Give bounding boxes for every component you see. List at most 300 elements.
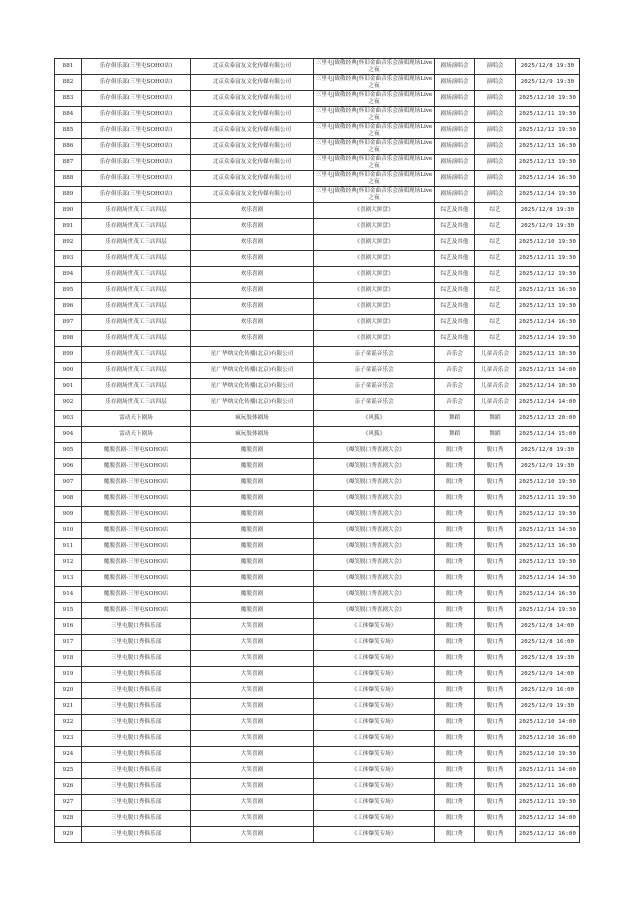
row-number: 904 (55, 427, 82, 443)
performance-subtype-cell: 演唱会 (475, 123, 516, 139)
show-name-cell: 《工体爆笑专场》 (314, 827, 435, 843)
venue-cell: 三里屯脱口秀俱乐部 (82, 699, 191, 715)
table-row (55, 827, 580, 843)
performance-subtype-cell: 演唱会 (475, 75, 516, 91)
show-name-cell: 亲子童谣音乐会 (314, 395, 435, 411)
table-row (55, 363, 580, 379)
venue-cell: 乐存俱乐部(三里屯SOHO店) (82, 155, 191, 171)
show-time-cell: 2025/12/8 19:30 (516, 651, 580, 667)
row-number: 900 (55, 363, 82, 379)
table-row (55, 123, 580, 139)
table-body (55, 59, 580, 843)
table-row (55, 603, 580, 619)
venue-cell: 魔脱喜剧-三里屯SOHO店 (82, 571, 191, 587)
show-name-cell: 三里屯|致敬经典|怀旧金曲音乐会演唱现场Live之夜 (314, 107, 435, 123)
venue-cell: 三里屯脱口秀俱乐部 (82, 811, 191, 827)
venue-cell: 乐存剧场世茂工三店四层 (82, 251, 191, 267)
performance-subtype-cell: 演唱会 (475, 155, 516, 171)
performance-type-cell: 脱口秀 (435, 795, 475, 811)
show-name-cell: 《喜剧大拼盘》 (314, 283, 435, 299)
organizer-cell: 疯玩肢体剧场 (191, 411, 314, 427)
show-time-cell: 2025/12/12 19:30 (516, 507, 580, 523)
performance-type-cell: 剧场演唱会 (435, 75, 475, 91)
table-row (55, 219, 580, 235)
performance-subtype-cell: 脱口秀 (475, 571, 516, 587)
show-name-cell: 《工体爆笑专场》 (314, 619, 435, 635)
performance-subtype-cell: 综艺 (475, 315, 516, 331)
organizer-cell: 欢乐喜剧 (191, 203, 314, 219)
organizer-cell: 北京众泰富友文化传媒有限公司 (191, 107, 314, 123)
row-number: 888 (55, 171, 82, 187)
performance-subtype-cell: 演唱会 (475, 171, 516, 187)
venue-cell: 三里屯脱口秀俱乐部 (82, 683, 191, 699)
table-row (55, 507, 580, 523)
performance-type-cell: 脱口秀 (435, 619, 475, 635)
table-row (55, 651, 580, 667)
performance-type-cell: 脱口秀 (435, 475, 475, 491)
performance-type-cell: 剧场演唱会 (435, 107, 475, 123)
organizer-cell: 北京众泰富友文化传媒有限公司 (191, 139, 314, 155)
row-number: 910 (55, 523, 82, 539)
venue-cell: 乐存剧场世茂工三店四层 (82, 315, 191, 331)
performance-type-cell: 综艺及其他 (435, 251, 475, 267)
venue-cell: 魔脱喜剧-三里屯SOHO店 (82, 507, 191, 523)
performance-subtype-cell: 演唱会 (475, 139, 516, 155)
organizer-cell: 大笑喜剧 (191, 779, 314, 795)
table-row (55, 571, 580, 587)
table-row (55, 267, 580, 283)
venue-cell: 三里屯脱口秀俱乐部 (82, 763, 191, 779)
show-name-cell: 《工体爆笑专场》 (314, 715, 435, 731)
show-time-cell: 2025/12/13 14:00 (516, 363, 580, 379)
row-number: 916 (55, 619, 82, 635)
show-name-cell: 《喜剧大拼盘》 (314, 331, 435, 347)
organizer-cell: 欢乐喜剧 (191, 267, 314, 283)
venue-cell: 魔脱喜剧-三里屯SOHO店 (82, 587, 191, 603)
performance-subtype-cell: 舞蹈 (475, 427, 516, 443)
table-row (55, 235, 580, 251)
venue-cell: 雷动天下剧场 (82, 427, 191, 443)
performance-subtype-cell: 综艺 (475, 235, 516, 251)
performance-type-cell: 脱口秀 (435, 507, 475, 523)
table-row (55, 731, 580, 747)
table-row (55, 475, 580, 491)
organizer-cell: 大笑喜剧 (191, 747, 314, 763)
performance-subtype-cell: 脱口秀 (475, 587, 516, 603)
organizer-cell: 大笑喜剧 (191, 731, 314, 747)
show-name-cell: 《工体爆笑专场》 (314, 651, 435, 667)
show-name-cell: 《爆笑脱口秀喜剧大会》 (314, 523, 435, 539)
show-name-cell: 三里屯|致敬经典|怀旧金曲音乐会演唱现场Live之夜 (314, 187, 435, 203)
performance-type-cell: 脱口秀 (435, 539, 475, 555)
show-time-cell: 2025/12/13 19:30 (516, 555, 580, 571)
venue-cell: 乐存俱乐部(三里屯SOHO店) (82, 107, 191, 123)
table-row (55, 251, 580, 267)
organizer-cell: 魔脱喜剧 (191, 491, 314, 507)
show-time-cell: 2025/12/14 16:30 (516, 587, 580, 603)
show-name-cell: 《爆笑脱口秀喜剧大会》 (314, 507, 435, 523)
show-name-cell: 《工体爆笑专场》 (314, 699, 435, 715)
performance-subtype-cell: 演唱会 (475, 187, 516, 203)
show-name-cell: 《爆笑脱口秀喜剧大会》 (314, 443, 435, 459)
venue-cell: 乐存剧场世茂工三店四层 (82, 331, 191, 347)
row-number: 917 (55, 635, 82, 651)
performance-subtype-cell: 演唱会 (475, 91, 516, 107)
organizer-cell: 星广华纳文化传播(北京)有限公司 (191, 347, 314, 363)
show-time-cell: 2025/12/9 16:00 (516, 683, 580, 699)
performance-type-cell: 综艺及其他 (435, 203, 475, 219)
venue-cell: 魔脱喜剧-三里屯SOHO店 (82, 459, 191, 475)
performance-type-cell: 脱口秀 (435, 747, 475, 763)
show-time-cell: 2025/12/10 19:30 (516, 235, 580, 251)
performance-subtype-cell: 脱口秀 (475, 747, 516, 763)
row-number: 896 (55, 299, 82, 315)
performance-type-cell: 音乐会 (435, 395, 475, 411)
show-time-cell: 2025/12/11 16:00 (516, 779, 580, 795)
row-number: 928 (55, 811, 82, 827)
organizer-cell: 北京众泰富友文化传媒有限公司 (191, 59, 314, 75)
performance-subtype-cell: 脱口秀 (475, 683, 516, 699)
table-row (55, 683, 580, 699)
row-number: 899 (55, 347, 82, 363)
performance-type-cell: 脱口秀 (435, 635, 475, 651)
performance-schedule-table (54, 58, 580, 843)
show-name-cell: 《喜剧大拼盘》 (314, 315, 435, 331)
table-row (55, 635, 580, 651)
show-name-cell: 《工体爆笑专场》 (314, 667, 435, 683)
show-time-cell: 2025/12/12 16:00 (516, 827, 580, 843)
performance-subtype-cell: 脱口秀 (475, 475, 516, 491)
venue-cell: 乐存俱乐部(三里屯SOHO店) (82, 59, 191, 75)
organizer-cell: 大笑喜剧 (191, 683, 314, 699)
show-time-cell: 2025/12/8 14:00 (516, 619, 580, 635)
show-time-cell: 2025/12/13 19:30 (516, 299, 580, 315)
performance-type-cell: 综艺及其他 (435, 267, 475, 283)
row-number: 921 (55, 699, 82, 715)
table-row (55, 539, 580, 555)
venue-cell: 魔脱喜剧-三里屯SOHO店 (82, 523, 191, 539)
performance-type-cell: 脱口秀 (435, 731, 475, 747)
table-row (55, 491, 580, 507)
performance-subtype-cell: 脱口秀 (475, 811, 516, 827)
row-number: 913 (55, 571, 82, 587)
organizer-cell: 欢乐喜剧 (191, 251, 314, 267)
row-number: 889 (55, 187, 82, 203)
performance-type-cell: 脱口秀 (435, 603, 475, 619)
row-number: 924 (55, 747, 82, 763)
venue-cell: 三里屯脱口秀俱乐部 (82, 779, 191, 795)
show-name-cell: 三里屯|致敬经典|怀旧金曲音乐会演唱现场Live之夜 (314, 155, 435, 171)
show-time-cell: 2025/12/11 19:30 (516, 251, 580, 267)
organizer-cell: 大笑喜剧 (191, 667, 314, 683)
show-name-cell: 《工体爆笑专场》 (314, 747, 435, 763)
organizer-cell: 欢乐喜剧 (191, 283, 314, 299)
row-number: 897 (55, 315, 82, 331)
venue-cell: 乐存剧场世茂工三店四层 (82, 219, 191, 235)
table-row (55, 555, 580, 571)
show-name-cell: 亲子童谣音乐会 (314, 379, 435, 395)
show-time-cell: 2025/12/11 19:30 (516, 491, 580, 507)
performance-subtype-cell: 综艺 (475, 299, 516, 315)
performance-type-cell: 综艺及其他 (435, 331, 475, 347)
performance-subtype-cell: 舞蹈 (475, 411, 516, 427)
show-time-cell: 2025/12/9 14:00 (516, 667, 580, 683)
performance-subtype-cell: 脱口秀 (475, 667, 516, 683)
table-row (55, 139, 580, 155)
organizer-cell: 欢乐喜剧 (191, 219, 314, 235)
venue-cell: 三里屯脱口秀俱乐部 (82, 635, 191, 651)
row-number: 885 (55, 123, 82, 139)
table-row (55, 411, 580, 427)
organizer-cell: 欢乐喜剧 (191, 235, 314, 251)
performance-subtype-cell: 综艺 (475, 283, 516, 299)
performance-type-cell: 综艺及其他 (435, 315, 475, 331)
venue-cell: 乐存剧场世茂工三店四层 (82, 203, 191, 219)
performance-type-cell: 脱口秀 (435, 443, 475, 459)
show-time-cell: 2025/12/14 19:30 (516, 603, 580, 619)
performance-subtype-cell: 脱口秀 (475, 795, 516, 811)
performance-type-cell: 脱口秀 (435, 651, 475, 667)
row-number: 929 (55, 827, 82, 843)
show-name-cell: 《工体爆笑专场》 (314, 795, 435, 811)
venue-cell: 三里屯脱口秀俱乐部 (82, 731, 191, 747)
show-name-cell: 《爆笑脱口秀喜剧大会》 (314, 539, 435, 555)
show-name-cell: 《风狐》 (314, 411, 435, 427)
organizer-cell: 大笑喜剧 (191, 715, 314, 731)
table-row (55, 91, 580, 107)
show-name-cell: 《工体爆笑专场》 (314, 635, 435, 651)
row-number: 892 (55, 235, 82, 251)
table-row (55, 523, 580, 539)
table-row (55, 811, 580, 827)
show-name-cell: 《爆笑脱口秀喜剧大会》 (314, 571, 435, 587)
venue-cell: 乐存剧场世茂工三店四层 (82, 363, 191, 379)
show-time-cell: 2025/12/13 10:30 (516, 347, 580, 363)
show-name-cell: 《工体爆笑专场》 (314, 763, 435, 779)
organizer-cell: 星广华纳文化传播(北京)有限公司 (191, 379, 314, 395)
show-time-cell: 2025/12/14 14:00 (516, 395, 580, 411)
performance-subtype-cell: 儿童音乐会 (475, 347, 516, 363)
performance-subtype-cell: 儿童音乐会 (475, 379, 516, 395)
performance-subtype-cell: 综艺 (475, 331, 516, 347)
performance-subtype-cell: 脱口秀 (475, 715, 516, 731)
performance-subtype-cell: 脱口秀 (475, 699, 516, 715)
performance-subtype-cell: 脱口秀 (475, 779, 516, 795)
show-time-cell: 2025/12/12 14:00 (516, 811, 580, 827)
performance-type-cell: 脱口秀 (435, 587, 475, 603)
show-time-cell: 2025/12/8 16:00 (516, 635, 580, 651)
show-time-cell: 2025/12/11 14:00 (516, 763, 580, 779)
show-time-cell: 2025/12/8 19:30 (516, 203, 580, 219)
venue-cell: 三里屯脱口秀俱乐部 (82, 651, 191, 667)
show-time-cell: 2025/12/12 19:30 (516, 267, 580, 283)
venue-cell: 乐存剧场世茂工三店四层 (82, 267, 191, 283)
table-row (55, 619, 580, 635)
table-row (55, 699, 580, 715)
table-row (55, 187, 580, 203)
table-row (55, 587, 580, 603)
show-time-cell: 2025/12/14 16:30 (516, 171, 580, 187)
performance-type-cell: 脱口秀 (435, 811, 475, 827)
organizer-cell: 魔脱喜剧 (191, 443, 314, 459)
performance-subtype-cell: 脱口秀 (475, 459, 516, 475)
table-row (55, 667, 580, 683)
row-number: 923 (55, 731, 82, 747)
performance-subtype-cell: 儿童音乐会 (475, 395, 516, 411)
show-name-cell: 三里屯|致敬经典|怀旧金曲音乐会演唱现场Live之夜 (314, 59, 435, 75)
venue-cell: 乐存剧场世茂工三店四层 (82, 347, 191, 363)
show-time-cell: 2025/12/9 19:30 (516, 219, 580, 235)
row-number: 886 (55, 139, 82, 155)
show-time-cell: 2025/12/11 19:30 (516, 107, 580, 123)
performance-type-cell: 脱口秀 (435, 491, 475, 507)
show-name-cell: 《工体爆笑专场》 (314, 731, 435, 747)
show-name-cell: 三里屯|致敬经典|怀旧金曲音乐会演唱现场Live之夜 (314, 91, 435, 107)
show-time-cell: 2025/12/14 10:30 (516, 379, 580, 395)
organizer-cell: 魔脱喜剧 (191, 507, 314, 523)
table-row (55, 379, 580, 395)
row-number: 908 (55, 491, 82, 507)
show-time-cell: 2025/12/10 19:30 (516, 475, 580, 491)
show-time-cell: 2025/12/10 16:00 (516, 731, 580, 747)
table-row (55, 715, 580, 731)
show-name-cell: 《工体爆笑专场》 (314, 811, 435, 827)
show-name-cell: 《喜剧大拼盘》 (314, 235, 435, 251)
show-time-cell: 2025/12/13 19:30 (516, 155, 580, 171)
organizer-cell: 魔脱喜剧 (191, 539, 314, 555)
show-name-cell: 《爆笑脱口秀喜剧大会》 (314, 475, 435, 491)
row-number: 890 (55, 203, 82, 219)
table-row (55, 443, 580, 459)
organizer-cell: 大笑喜剧 (191, 619, 314, 635)
organizer-cell: 星广华纳文化传播(北京)有限公司 (191, 363, 314, 379)
performance-type-cell: 舞蹈 (435, 427, 475, 443)
row-number: 887 (55, 155, 82, 171)
venue-cell: 魔脱喜剧-三里屯SOHO店 (82, 539, 191, 555)
performance-type-cell: 剧场演唱会 (435, 91, 475, 107)
row-number: 912 (55, 555, 82, 571)
row-number: 919 (55, 667, 82, 683)
row-number: 909 (55, 507, 82, 523)
table-row (55, 171, 580, 187)
show-time-cell: 2025/12/14 16:30 (516, 315, 580, 331)
row-number: 894 (55, 267, 82, 283)
row-number: 881 (55, 59, 82, 75)
organizer-cell: 大笑喜剧 (191, 635, 314, 651)
performance-type-cell: 脱口秀 (435, 683, 475, 699)
performance-type-cell: 综艺及其他 (435, 299, 475, 315)
table-row (55, 795, 580, 811)
performance-subtype-cell: 脱口秀 (475, 523, 516, 539)
show-time-cell: 2025/12/13 16:30 (516, 539, 580, 555)
organizer-cell: 大笑喜剧 (191, 811, 314, 827)
row-number: 884 (55, 107, 82, 123)
show-name-cell: 《喜剧大拼盘》 (314, 251, 435, 267)
venue-cell: 三里屯脱口秀俱乐部 (82, 619, 191, 635)
row-number: 895 (55, 283, 82, 299)
organizer-cell: 魔脱喜剧 (191, 475, 314, 491)
table-row (55, 331, 580, 347)
organizer-cell: 北京众泰富友文化传媒有限公司 (191, 123, 314, 139)
organizer-cell: 魔脱喜剧 (191, 523, 314, 539)
performance-type-cell: 脱口秀 (435, 715, 475, 731)
row-number: 915 (55, 603, 82, 619)
organizer-cell: 魔脱喜剧 (191, 571, 314, 587)
venue-cell: 魔脱喜剧-三里屯SOHO店 (82, 603, 191, 619)
show-name-cell: 《喜剧大拼盘》 (314, 203, 435, 219)
show-time-cell: 2025/12/10 19:30 (516, 747, 580, 763)
show-time-cell: 2025/12/8 19:30 (516, 443, 580, 459)
row-number: 882 (55, 75, 82, 91)
row-number: 903 (55, 411, 82, 427)
performance-type-cell: 脱口秀 (435, 763, 475, 779)
show-name-cell: 《爆笑脱口秀喜剧大会》 (314, 603, 435, 619)
row-number: 922 (55, 715, 82, 731)
show-name-cell: 《风狐》 (314, 427, 435, 443)
show-time-cell: 2025/12/13 14:30 (516, 523, 580, 539)
performance-subtype-cell: 脱口秀 (475, 651, 516, 667)
row-number: 893 (55, 251, 82, 267)
show-time-cell: 2025/12/11 19:30 (516, 795, 580, 811)
show-name-cell: 《喜剧大拼盘》 (314, 267, 435, 283)
row-number: 918 (55, 651, 82, 667)
organizer-cell: 欢乐喜剧 (191, 331, 314, 347)
row-number: 927 (55, 795, 82, 811)
venue-cell: 乐存剧场世茂工三店四层 (82, 299, 191, 315)
row-number: 925 (55, 763, 82, 779)
table-row (55, 299, 580, 315)
venue-cell: 乐存剧场世茂工三店四层 (82, 395, 191, 411)
show-time-cell: 2025/12/14 14:30 (516, 571, 580, 587)
row-number: 907 (55, 475, 82, 491)
row-number: 898 (55, 331, 82, 347)
performance-subtype-cell: 演唱会 (475, 107, 516, 123)
performance-type-cell: 脱口秀 (435, 523, 475, 539)
show-time-cell: 2025/12/14 15:00 (516, 427, 580, 443)
row-number: 911 (55, 539, 82, 555)
performance-type-cell: 音乐会 (435, 363, 475, 379)
organizer-cell: 魔脱喜剧 (191, 459, 314, 475)
organizer-cell: 北京众泰富友文化传媒有限公司 (191, 91, 314, 107)
show-time-cell: 2025/12/8 19:30 (516, 59, 580, 75)
table-row (55, 315, 580, 331)
performance-type-cell: 综艺及其他 (435, 283, 475, 299)
performance-type-cell: 音乐会 (435, 347, 475, 363)
organizer-cell: 大笑喜剧 (191, 827, 314, 843)
show-time-cell: 2025/12/9 19:30 (516, 75, 580, 91)
show-time-cell: 2025/12/9 19:30 (516, 459, 580, 475)
performance-type-cell: 剧场演唱会 (435, 59, 475, 75)
performance-subtype-cell: 脱口秀 (475, 443, 516, 459)
performance-type-cell: 脱口秀 (435, 571, 475, 587)
show-name-cell: 亲子童谣音乐会 (314, 347, 435, 363)
performance-subtype-cell: 脱口秀 (475, 763, 516, 779)
performance-type-cell: 剧场演唱会 (435, 123, 475, 139)
table-row (55, 155, 580, 171)
venue-cell: 乐存剧场世茂工三店四层 (82, 379, 191, 395)
organizer-cell: 北京众泰富友文化传媒有限公司 (191, 155, 314, 171)
organizer-cell: 疯玩肢体剧场 (191, 427, 314, 443)
performance-type-cell: 剧场演唱会 (435, 187, 475, 203)
show-time-cell: 2025/12/13 20:00 (516, 411, 580, 427)
venue-cell: 乐存俱乐部(三里屯SOHO店) (82, 187, 191, 203)
row-number: 901 (55, 379, 82, 395)
organizer-cell: 北京众泰富友文化传媒有限公司 (191, 187, 314, 203)
performance-subtype-cell: 脱口秀 (475, 507, 516, 523)
organizer-cell: 大笑喜剧 (191, 699, 314, 715)
show-time-cell: 2025/12/14 19:30 (516, 187, 580, 203)
table-row (55, 203, 580, 219)
